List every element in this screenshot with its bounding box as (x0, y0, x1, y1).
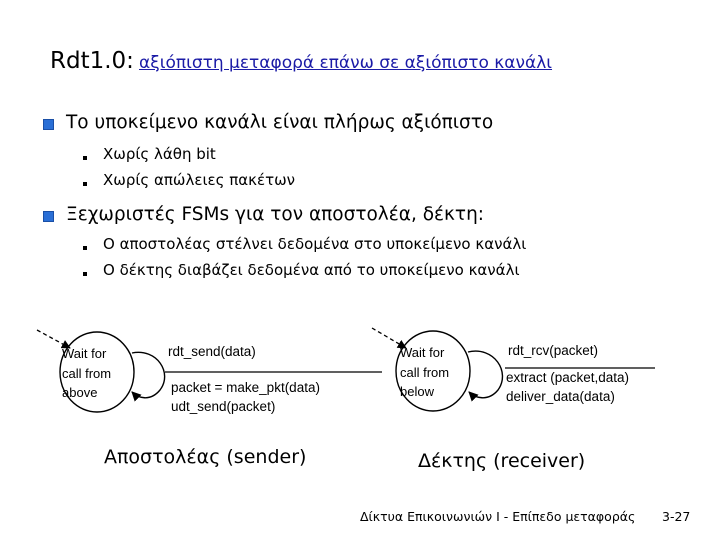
bullet-1-sub-1: Χωρίς λάθη bit (103, 145, 216, 163)
receiver-event: rdt_rcv(packet) (508, 343, 599, 358)
receiver-self-loop (468, 351, 502, 398)
receiver-action: deliver_data(data) (506, 389, 615, 404)
bullet-1-sub-2: Χωρίς απώλειες πακέτων (103, 171, 296, 189)
title-main: Rdt1.0: (50, 48, 134, 74)
sender-state-line: Wait for (62, 346, 107, 361)
receiver-actions (506, 368, 629, 406)
sender-action: packet = make_pkt(data) (171, 380, 320, 395)
bullet-2-text: Ξεχωριστές FSMs για τον αποστολέα, δέκτη: (66, 204, 485, 225)
sender-actions (171, 378, 320, 416)
sender-state-line: call from (62, 365, 112, 381)
bullet-2-sub-2: Ο δέκτης διαβάζει δεδομένα από το υποκείμενο κανάλι (103, 261, 520, 279)
receiver-state-label (400, 343, 449, 402)
receiver-state-line: Wait for (400, 345, 445, 360)
sender-self-loop (132, 352, 165, 397)
sender-state-line: above (62, 385, 98, 400)
sender-event: rdt_send(data) (168, 344, 256, 359)
bullet-2-sub-1: Ο αποστολέας στέλνει δεδομένα στο υποκείμενο κανάλι (103, 235, 527, 253)
receiver-action: extract (packet,data) (506, 370, 630, 385)
title-subtitle: αξιόπιστη μεταφορά επάνω σε αξιόπιστο κανάλι (139, 53, 553, 73)
sender-caption: Αποστολέας (sender) (104, 446, 307, 468)
sender-action: udt_send(packet) (171, 399, 276, 414)
receiver-caption: Δέκτης (receiver) (418, 450, 586, 472)
sender-state-label (62, 344, 111, 403)
receiver-state-line: call from (400, 364, 450, 380)
receiver-state-line: below (400, 384, 434, 399)
footer-course: Δίκτυα Επικοινωνιών Ι - Επίπεδο μεταφοράς (360, 509, 636, 524)
bullet-1-text: Το υποκείμενο κανάλι είναι πλήρως αξιόπιστο (66, 112, 494, 133)
page-number: 3-27 (662, 509, 691, 524)
